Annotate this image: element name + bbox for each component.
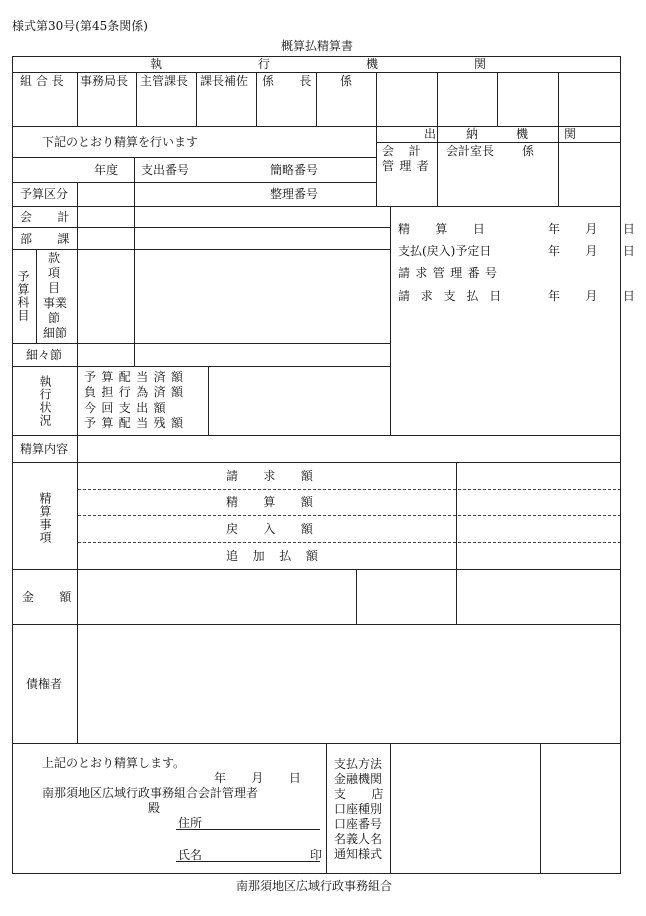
role-jimukyokucho: 事務局長 xyxy=(80,74,129,88)
suitou-heading-2: 納 xyxy=(466,127,479,141)
exec-heading-3: 機 xyxy=(366,57,379,71)
label-koza-bango: 口座番号 xyxy=(334,817,383,831)
jiko-seikyu-gaku: 請 求 額 xyxy=(226,469,324,483)
label-saikensha: 債権者 xyxy=(26,677,63,691)
role-kacho-hosa: 課長補佐 xyxy=(200,74,249,88)
role-shukan-kacho: 主管課長 xyxy=(140,74,189,88)
label-seiri-bango: 整理番号 xyxy=(270,187,319,201)
label-setsu: 節 xyxy=(48,311,61,325)
bottom-date: 年 月 日 xyxy=(214,771,312,785)
label-seisan-jiko: 精算事項 xyxy=(38,492,52,544)
shikko-futan-zumi: 負担行為済額 xyxy=(84,385,189,399)
label-nendo: 年度 xyxy=(94,163,119,177)
label-shiharai-yoteibi: 支払(戻入)予定日 xyxy=(398,244,492,258)
suitou-heading-3: 機 xyxy=(516,127,529,141)
role-kumiaicho: 組 合 長 xyxy=(20,74,64,88)
label-moku: 目 xyxy=(48,281,61,295)
form-number: 様式第30号(第45条関係) xyxy=(12,19,148,33)
exec-heading-4: 関 xyxy=(474,57,487,71)
label-saisetsu: 細節 xyxy=(43,326,68,340)
bottom-manager: 南那須地区広域行政事務組合会計管理者 xyxy=(42,786,259,800)
exec-heading-1: 執 xyxy=(150,57,163,71)
label-shikko-jokyo: 執行状況 xyxy=(38,375,52,427)
jiko-reinyu-gaku: 戻 入 額 xyxy=(226,522,324,536)
label-kinyu-kikan: 金融機関 xyxy=(334,772,383,786)
label-shishutsu-bango: 支出番号 xyxy=(141,163,190,177)
label-kaikei: 会 計 xyxy=(20,210,81,224)
label-saisaisetsu: 細々節 xyxy=(26,348,63,362)
shikko-haito-zan: 予算配当残額 xyxy=(84,416,189,430)
label-shimei: 氏名 xyxy=(178,848,203,862)
label-seisan-naiyo: 精算内容 xyxy=(20,442,69,456)
label-yosan-kamoku: 予算科目 xyxy=(16,270,30,322)
shikko-haito-zumi: 予算配当済額 xyxy=(84,370,189,384)
kaikei-shitsucho: 会計室長 xyxy=(446,144,495,158)
form-title: 概算払精算書 xyxy=(281,39,354,53)
suitou-heading-4: 関 xyxy=(564,127,577,141)
label-koza-shubetsu: 口座種別 xyxy=(334,802,383,816)
suitou-kakari: 係 xyxy=(522,144,535,158)
bottom-statement: 上記のとおり精算します。 xyxy=(42,756,186,770)
label-kingaku: 金 額 xyxy=(22,590,83,604)
exec-heading-2: 行 xyxy=(258,57,271,71)
label-bu-ka: 部 課 xyxy=(20,232,81,246)
label-in: 印 xyxy=(310,848,323,862)
bottom-tono: 殿 xyxy=(148,801,161,815)
label-jigyo: 事業 xyxy=(43,296,68,310)
jiko-tsuika-barai-gaku: 追 加 払 額 xyxy=(226,549,324,563)
label-yosan-kubun: 予算区分 xyxy=(20,187,69,201)
date-shiharai-yoteibi: 年 月 日 xyxy=(548,244,646,258)
label-ko: 項 xyxy=(48,266,61,280)
label-seisanbi: 精 算 日 xyxy=(398,222,496,236)
role-kakaricho: 係 長 xyxy=(262,74,323,88)
date-seisanbi: 年 月 日 xyxy=(548,222,646,236)
label-shoryaku-bango: 簡略番号 xyxy=(270,163,319,177)
label-seikyu-kanri-bango: 請求管理番号 xyxy=(398,266,503,280)
label-seikyu-shiharaibi: 請求支払日 xyxy=(398,289,513,303)
date-seikyu-shiharaibi: 年 月 日 xyxy=(548,289,646,303)
label-shiten: 支 店 xyxy=(334,787,395,801)
label-tsuchi-yoshiki: 通知様式 xyxy=(334,847,383,861)
shikko-konkai-shishutsu: 今回支出額 xyxy=(84,401,172,415)
role-kakari: 係 xyxy=(340,74,353,88)
label-meigi-nin: 名義人名 xyxy=(334,832,383,846)
kaikei-kanrisha: 会 計 管理者 xyxy=(382,144,435,173)
jiko-seisan-gaku: 精 算 額 xyxy=(226,495,324,509)
footer-organization: 南那須地区広域行政事務組合 xyxy=(236,879,393,893)
label-kan: 款 xyxy=(48,251,61,265)
suitou-heading-1: 出 xyxy=(424,127,437,141)
intro-text: 下記のとおり精算を行います xyxy=(42,135,199,149)
label-jusho: 住所 xyxy=(178,816,203,830)
form-border xyxy=(13,57,621,874)
label-shiharai-hoho: 支払方法 xyxy=(334,757,383,771)
